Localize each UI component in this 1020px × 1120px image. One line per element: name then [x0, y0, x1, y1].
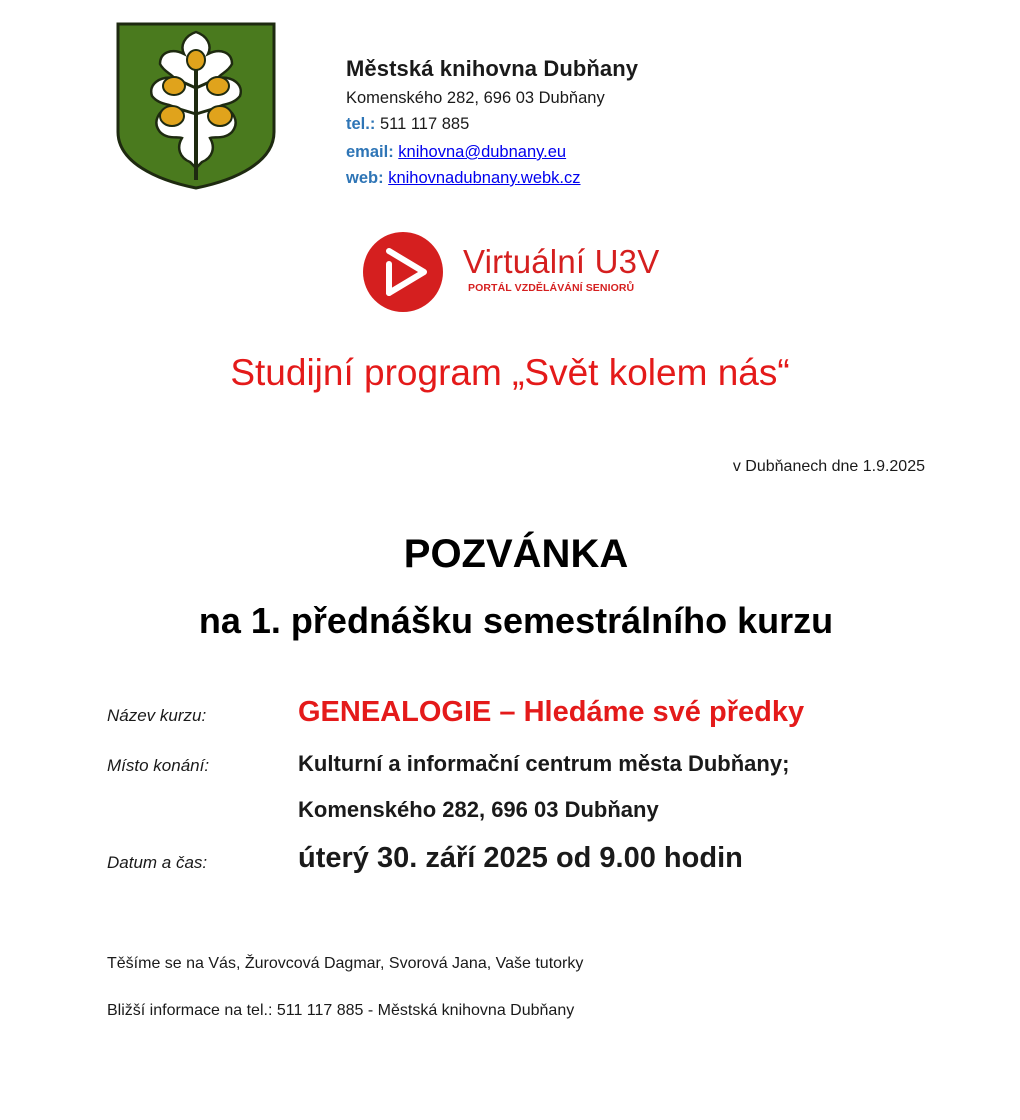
course-label: Název kurzu: [107, 706, 207, 725]
course-name: GENEALOGIE – Hledáme své předky [298, 696, 805, 728]
library-web [346, 169, 581, 188]
phone-label: tel.: [346, 115, 376, 133]
web-link[interactable]: knihovnadubnany.webk.cz [388, 169, 581, 187]
place-and-date: v Dubňanech dne 1.9.2025 [732, 458, 925, 475]
u3v-logo-name: Virtuální U3V [463, 243, 660, 280]
library-address: Komenského 282, 696 03 Dubňany [346, 89, 605, 107]
coat-of-arms-logo [116, 22, 276, 190]
library-email [346, 143, 566, 162]
venue-label: Místo konání: [107, 756, 210, 775]
library-phone [346, 115, 469, 134]
web-label: web: [346, 169, 384, 187]
datetime-label: Datum a čas: [107, 853, 208, 872]
phone-value: 511 117 885 [379, 115, 470, 133]
invitation-title: POZVÁNKA [403, 532, 629, 576]
program-title: Studijní program „Svět kolem nás“ [230, 352, 790, 393]
library-name: Městská knihovna Dubňany [346, 56, 639, 81]
more-info-text: Bližší informace na tel.: 511 117 885 - Městská knihovna Dubňany [107, 1002, 575, 1019]
u3v-play-icon [362, 231, 444, 313]
venue-line-2: Komenského 282, 696 03 Dubňany [298, 797, 659, 822]
datetime-value: úterý 30. září 2025 od 9.00 hodin [298, 842, 743, 874]
venue-line-1: Kulturní a informační centrum města Dubňany; [298, 751, 790, 776]
greeting-text: Těšíme se na Vás, Žurovcová Dagmar, Svorová Jana, Vaše tutorky [107, 955, 584, 972]
email-label: email: [346, 143, 394, 161]
invitation-subtitle: na 1. přednášku semestrálního kurzu [198, 600, 834, 641]
email-link[interactable]: knihovna@dubnany.eu [398, 143, 567, 161]
u3v-logo-subtitle: PORTÁL VZDĚLÁVÁNÍ SENIORŮ [468, 282, 635, 294]
